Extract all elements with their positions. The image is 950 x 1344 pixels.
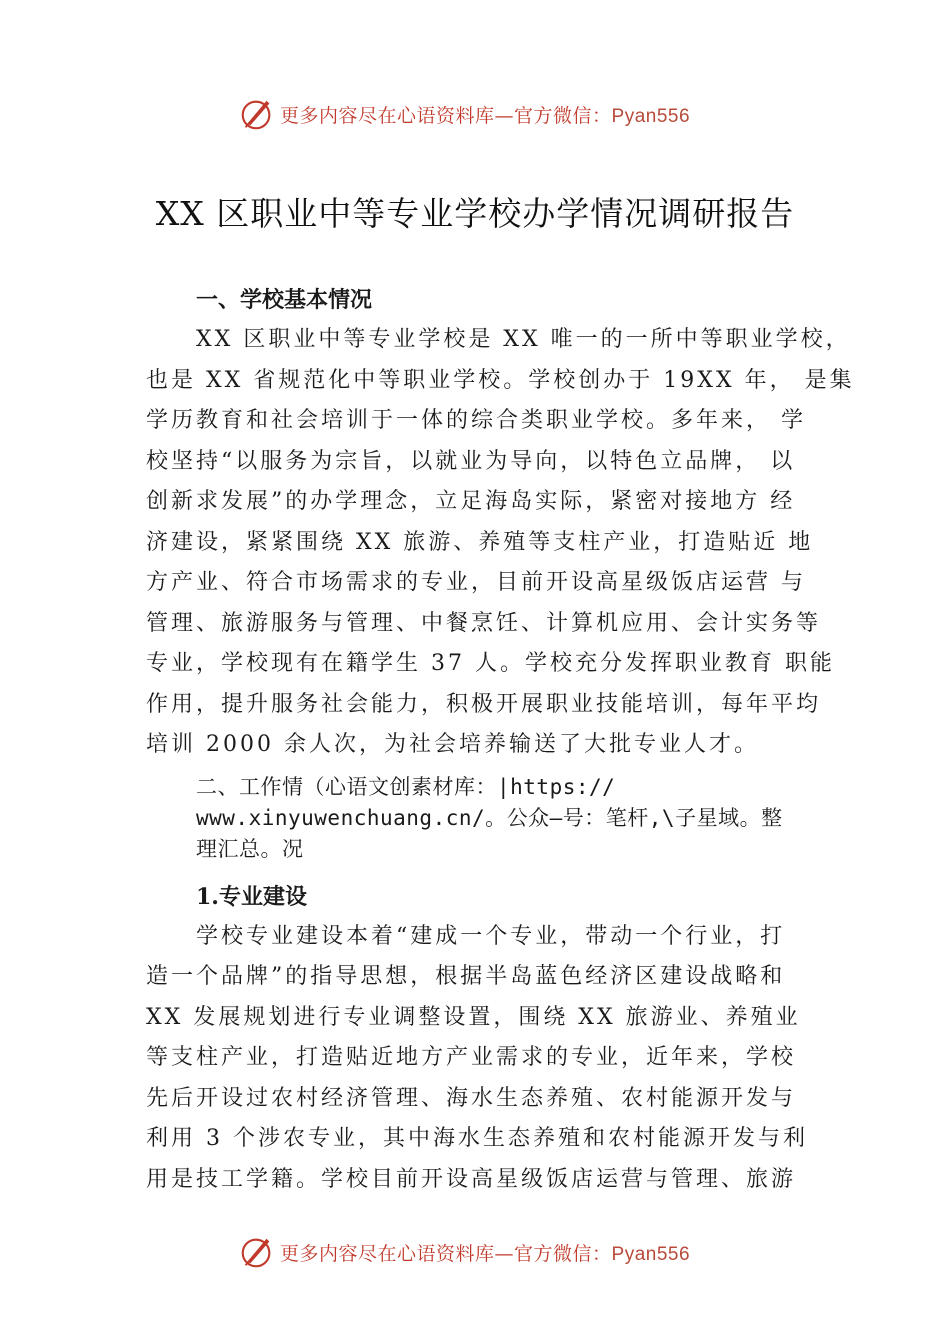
text-line: 管理、旅游服务与管理、中餐烹饪、计算机应用、会计实务等 [146,610,822,636]
footer-watermark-banner [238,1232,758,1272]
text-line: 二、工作情（心语文创素材库：|https:// [196,774,616,799]
text-line: 也是 XX 省规范化中等职业学校。学校创办于 19XX 年， 是集 [146,367,855,393]
text-line: 先后开设过农村经济管理、海水生态养殖、农村能源开发与 [146,1085,797,1111]
text-line: 造一个品牌”的指导思想，根据半岛蓝色经济区建设战略和 [146,964,786,989]
text-line: 利用 3 个涉农专业，其中海水生态养殖和农村能源开发与利 [146,1126,808,1151]
text-line: 培训 2000 余人次，为社会培养输送了大批专业人才。 [146,732,759,757]
text-line: 专业，学校现有在籍学生 37 人。学校充分发挥职业教育 职能 [146,651,835,676]
section2-heading-block [196,772,836,865]
subsection1-heading: 1.专业建设 [196,883,307,910]
text-line: 方产业、符合市场需求的专业，目前开设高星级饭店运营 与 [146,570,806,595]
wechat-id: Pyan556 [611,1243,691,1265]
quill-pen-logo-icon [238,95,276,133]
header-watermark-banner [238,94,758,134]
text-line: XX 区职业中等专业学校是 XX 唯一的一所中等职业学校， [196,327,851,352]
text-line: 济建设，紧紧围绕 XX 旅游、养殖等支柱产业，打造贴近 地 [146,529,814,555]
text-line: www.xinyuwenchuang.cn/。公众—号：笔杆,\子星域。整 [196,805,783,830]
text-line: 等支柱产业，打造贴近地方产业需求的专业，近年来，学校 [146,1045,797,1070]
section1-heading: 一、学校基本情况 [196,287,373,313]
text-line: 创新求发展”的办学理念，立足海岛实际，紧密对接地方 经 [146,489,796,514]
subsection1-paragraph [146,917,836,1201]
text-line: 学历教育和社会培训于一体的综合类职业学校。多年来， 学 [146,408,806,433]
banner-text: 更多内容尽在心语资料库—官方微信：Pyan556 [280,1242,691,1265]
document-title: XX 区职业中等专业学校办学情况调研报告 [155,194,795,233]
text-line: XX 发展规划进行专业调整设置，围绕 XX 旅游业、养殖业 [146,1004,801,1030]
wechat-id: Pyan556 [611,105,691,127]
text-line: 理汇总。况 [196,836,304,861]
document-body [146,280,855,1200]
banner-text: 更多内容尽在心语资料库—官方微信：Pyan556 [280,104,691,127]
text-line: 校坚持“以服务为宗旨，以就业为导向，以特色立品牌， 以 [146,448,796,474]
text-line: 用是技工学籍。学校目前开设高星级饭店运营与管理、旅游 [146,1166,797,1192]
text-line: 作用，提升服务社会能力，积极开展职业技能培训，每年平均 [146,691,822,717]
quill-pen-logo-icon [238,1233,276,1271]
section1-paragraph [146,320,855,766]
text-line: 学校专业建设本着“建成一个专业，带动一个行业，打 [196,923,786,949]
